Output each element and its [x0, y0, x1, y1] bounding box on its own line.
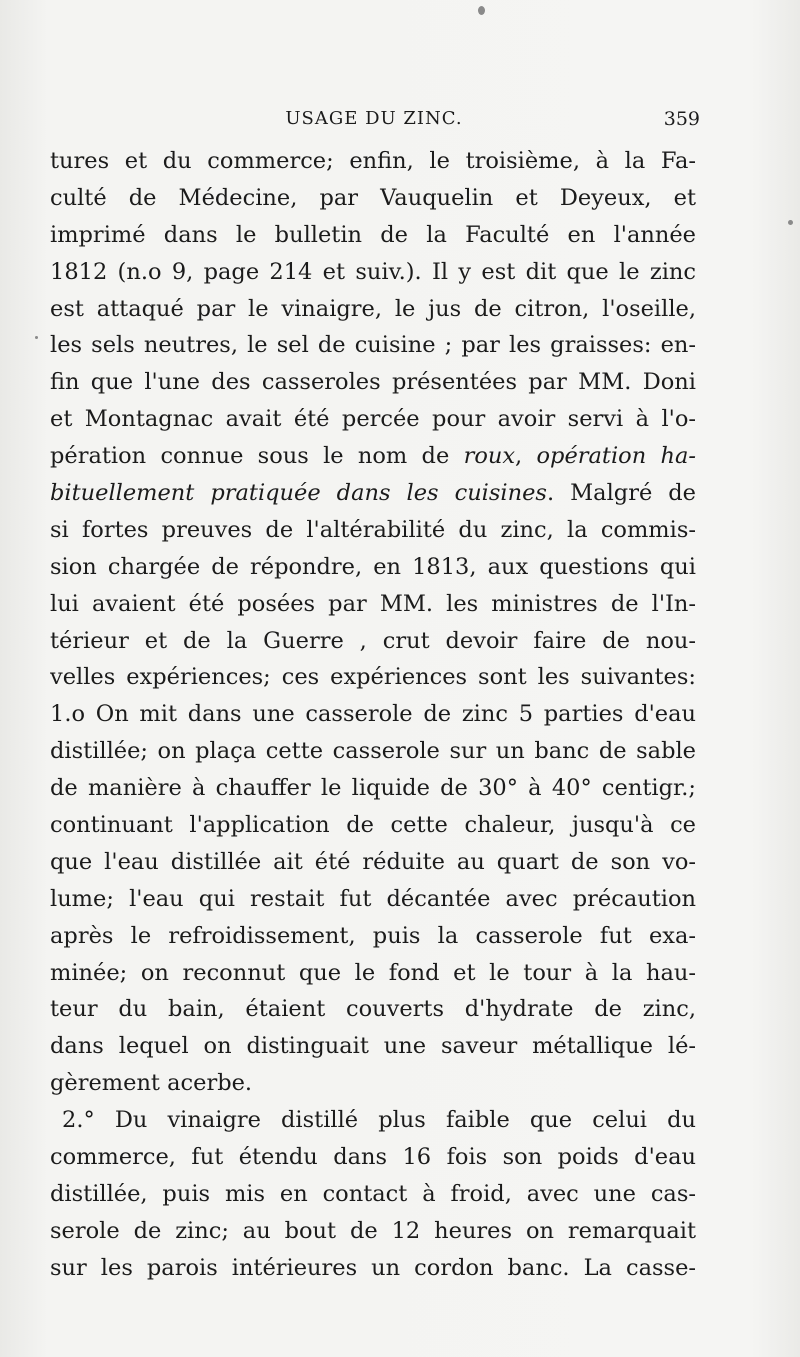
- text-line: [50, 586, 696, 623]
- text-segment: ,: [515, 443, 537, 470]
- italic-text: bituellement pratiquée dans les cuisines: [50, 480, 547, 507]
- text-segment: . Malgré de: [546, 480, 696, 507]
- text-line: [50, 696, 696, 733]
- text-segment: tures et du commerce; enfin, le troisième, à la Fa-: [50, 148, 696, 174]
- text-line: [50, 733, 696, 770]
- text-segment: après le refroidissement, puis la casserole fut exa-: [50, 922, 696, 949]
- text-line: [50, 1065, 696, 1102]
- text-segment: teur du bain, étaient couverts d'hydrate de zinc,: [50, 996, 696, 1023]
- text-line: [50, 291, 696, 328]
- text-segment: térieur et de la Guerre , crut devoir faire de nou-: [50, 627, 696, 654]
- page-number: 359: [663, 108, 700, 130]
- text-line: [50, 217, 696, 254]
- text-line: [50, 918, 696, 955]
- italic-text: roux: [463, 443, 516, 470]
- text-line: [50, 438, 696, 475]
- text-line: [50, 1176, 696, 1213]
- text-segment: fin que l'une des casseroles présentées par MM. Doni: [50, 369, 696, 396]
- text-segment: lume; l'eau qui restait fut décantée avec précaution: [50, 885, 696, 912]
- text-line: [50, 623, 696, 660]
- text-line: [50, 770, 696, 807]
- running-title: USAGE DU ZINC.: [285, 108, 463, 129]
- text-segment: est attaqué par le vinaigre, le jus de citron, l'oseille,: [50, 295, 696, 322]
- text-segment: culté de Médecine, par Vauquelin et Deyeux, et: [50, 184, 696, 211]
- ink-speck: [35, 336, 38, 339]
- text-segment: 1.o On mit dans une casserole de zinc 5 parties d'eau: [50, 701, 696, 728]
- text-line: [50, 1250, 696, 1287]
- text-line: [50, 844, 696, 881]
- text-segment: minée; on reconnut que le fond et le tour à la hau-: [50, 959, 696, 986]
- text-segment: serole de zinc; au bout de 12 heures on remarquait: [50, 1217, 696, 1244]
- text-line: [50, 659, 696, 696]
- page-header: [48, 104, 700, 138]
- text-line: [50, 955, 696, 992]
- text-segment: pération connue sous le nom de: [50, 443, 464, 470]
- text-line: [50, 327, 696, 364]
- text-line: [50, 1213, 696, 1250]
- text-segment: imprimé dans le bulletin de la Faculté en l'année: [50, 221, 696, 248]
- text-segment: commerce, fut étendu dans 16 fois son poids d'eau: [50, 1144, 696, 1171]
- text-line: [50, 512, 696, 549]
- text-line: [50, 991, 696, 1028]
- text-segment: les sels neutres, le sel de cuisine ; par les graisses: en-: [50, 332, 696, 359]
- text-line: [50, 401, 696, 438]
- text-segment: 2.° Du vinaigre distillé plus faible que celui du: [62, 1107, 696, 1134]
- text-segment: 1812 (n.o 9, page 214 et suiv.). Il y est dit que le zinc: [50, 258, 696, 285]
- text-segment: de manière à chauffer le liquide de 30° à 40° centigr.;: [50, 775, 696, 802]
- italic-text: opération ha-: [536, 443, 696, 470]
- text-line: [50, 364, 696, 401]
- text-segment: sion chargée de répondre, en 1813, aux questions qui: [50, 553, 696, 580]
- text-line: [50, 881, 696, 918]
- text-segment: velles expériences; ces expériences sont les suivantes:: [50, 664, 696, 691]
- text-line: [50, 475, 696, 512]
- text-segment: distillée; on plaça cette casserole sur un banc de sable: [50, 738, 696, 765]
- text-segment: sur les parois intérieures un cordon banc. La casse-: [50, 1254, 696, 1281]
- text-line: [50, 549, 696, 586]
- text-segment: lui avaient été posées par MM. les ministres de l'In-: [50, 590, 696, 617]
- text-segment: distillée, puis mis en contact à froid, avec une cas-: [50, 1180, 696, 1207]
- text-segment: dans lequel on distinguait une saveur métallique lé-: [50, 1033, 696, 1060]
- text-line: [50, 143, 696, 180]
- body-text: [50, 143, 696, 1287]
- text-line: [50, 180, 696, 217]
- text-segment: que l'eau distillée ait été réduite au quart de son vo-: [50, 848, 696, 875]
- text-line: [50, 254, 696, 291]
- text-line: [50, 1028, 696, 1065]
- ink-speck: [788, 220, 793, 225]
- text-segment: gèrement acerbe.: [50, 1070, 253, 1097]
- text-segment: continuant l'application de cette chaleur, jusqu'à ce: [50, 812, 696, 839]
- text-segment: et Montagnac avait été percée pour avoir servi à l'o-: [50, 406, 696, 433]
- text-line: [50, 807, 696, 844]
- text-segment: si fortes preuves de l'altérabilité du zinc, la commis-: [50, 516, 696, 543]
- text-line: [50, 1139, 696, 1176]
- ink-speck: [478, 6, 485, 15]
- text-line: [50, 1102, 696, 1139]
